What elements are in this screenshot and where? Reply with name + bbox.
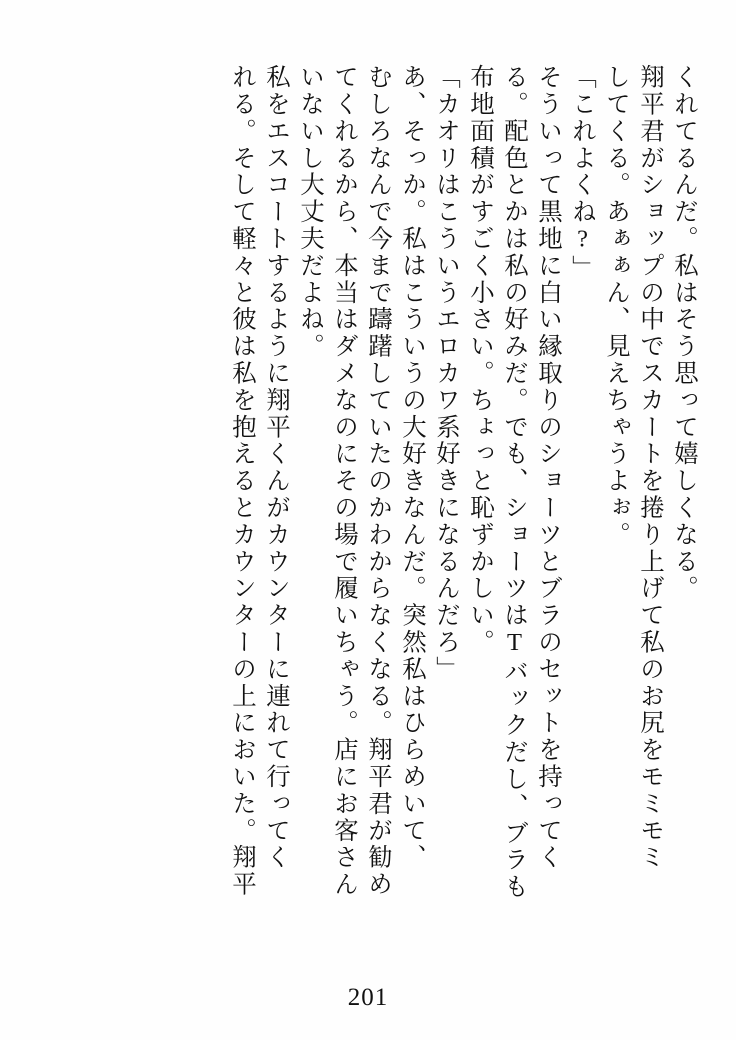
vertical-text-body — [40, 64, 696, 964]
text-line: 「カオリはこういうエロカワ系好きになるんだろ」 — [433, 64, 460, 683]
text-line: くれてるんだ。私はそう思って嬉しくなる。 — [671, 64, 698, 602]
text-line: いないし大丈夫だよね。 — [297, 64, 324, 360]
text-line: むしろなんで今まで躊躇していたのかわからなくなる。翔平君が勧め — [365, 64, 392, 898]
text-line: てくれるから、本当はダメなのにその場で履いちゃう。店にお客さん — [331, 64, 358, 898]
text-line: 布地面積がすごく小さい。ちょっと恥ずかしい。 — [467, 64, 494, 656]
text-line: る。配色とかは私の好みだ。でも、ショーツはTバックだし、ブラも — [501, 64, 528, 901]
text-line: 翔平君がショップの中でスカートを捲り上げて私のお尻をモミモミ — [637, 64, 664, 871]
text-line: してくる。あぁぁん、見えちゃうよぉ。 — [603, 64, 630, 549]
page-number: 201 — [347, 984, 389, 1011]
text-line: れる。そして軽々と彼は私を抱えるとカウンターの上においた。翔平 — [229, 64, 256, 898]
text-line: 「これよくね?」 — [569, 64, 596, 282]
text-line: あ、そっか。私はこういうの大好きなんだ。突然私はひらめいて、 — [399, 64, 426, 871]
text-line: 私をエスコートするように翔平くんがカウンターに連れて行ってく — [263, 64, 290, 871]
text-line: そういって黒地に白い縁取りのショーツとブラのセットを持ってく — [535, 64, 562, 871]
